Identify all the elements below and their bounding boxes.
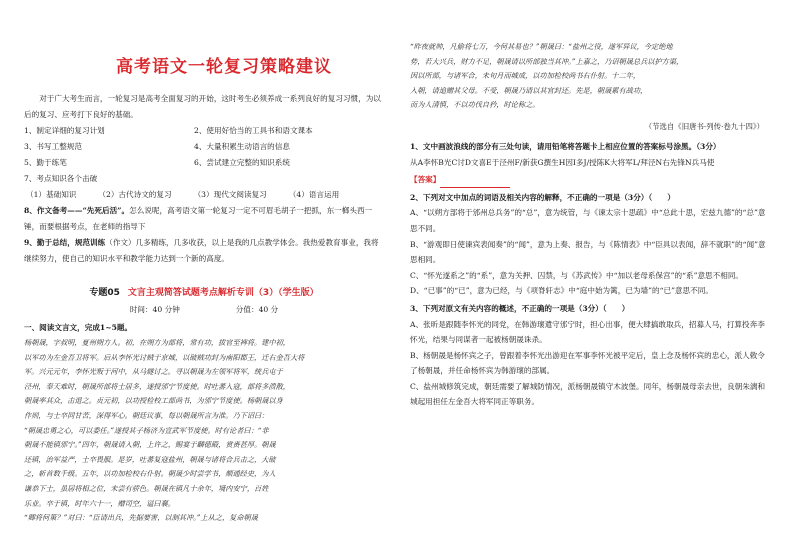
passage-line: 势，若大兴兵，财力不足，朝晟请以所部独当其冲。”上嘉之，乃诏朝晟总兵以护方渠， [410, 56, 684, 66]
tip-8-label: 8、作文备考——“先死后活”。 [24, 206, 130, 215]
question-3-option-b: B、杨朝晟是杨怀宾之子，曾跟着李怀光出游迎在军事李怀光被平定后，皇上念及杨怀宾的忠心，派人敕令了杨朝晟，并任命杨怀宾为韩游瓌的部属。 [410, 350, 765, 376]
question-3-option-a: A、张昕是跟随李怀光的同党，在韩游瓌遣守邠宁时，担心出事，便大肆搞敢取兵，招募人马，打算投奔李怀光，结果与同谋者一起被杨朝晟诛杀。 [410, 319, 765, 345]
answer-blank[interactable] [440, 177, 510, 188]
question-2-option-b: B、“游观即日使谏宾表闻奏”的“闻”，意为上奏、报告，与《陈情表》中“臣具以表闻，辞不就职”的“闻”意思相同。 [410, 239, 766, 265]
tip-8 [24, 203, 384, 235]
answer-label: 【答案】 [410, 175, 441, 185]
tip-1: 1、制定详细的复习计划 [24, 126, 105, 135]
passage-line: 乐业。卒于镇，时年六十一，赠司空，谥曰襄。 [24, 498, 175, 508]
passage-line: 还镇，治军益严，士卒畏服。是岁，吐蕃复寇盐州，朝晟与诸将合兵击之，大破 [24, 454, 276, 464]
passage-line: 作则，与士卒同甘苦，深得军心。朝廷议事，每以朝晟所言为准。乃下诏曰： [24, 410, 269, 420]
right-column [410, 0, 770, 410]
tip-7: 7、考点知识各个击破 [24, 174, 98, 183]
section-label: 专题05 [89, 288, 120, 298]
passage-line: 入朝，请追赠其父母。不受，朝晟乃请以其官封还。先是，朝晟累有战功， [410, 85, 648, 95]
area-3: （3）现代文阅读复习 [193, 190, 267, 199]
passage-line: 泾州，奉天难时，朝晟所部将士居多，遂授邠宁节度使。时吐蕃入寇，部将多溃散， [24, 381, 290, 391]
passage-line: 之，斩首数千级。五年，以功加检校右仆射。朝晟少时尝学书，颇通经史，为人 [24, 469, 276, 479]
tip-6: 6、尝试建立完整的知识系统 [194, 158, 290, 167]
passage-left [24, 336, 384, 526]
passage-line: 朝晟不能镇邠宁。”四年，朝晟请入朝，上许之，赐宴于麟德殿，赏赉甚厚。朝晟 [24, 440, 276, 450]
passage-line: 以军功为左金吾卫将军。后从李怀光讨贼于京城，以破贼功封为南阳郡王，迁右金吾大将 [24, 352, 305, 362]
review-areas [24, 187, 384, 203]
question-3: 3、下列对原文有关内容的概述，不正确的一项是（3分）（ ） [410, 303, 630, 313]
question-2: 2、下列对文中加点的词语及相关内容的解释，不正确的一项是（3分）（ ） [410, 192, 675, 202]
question-2-option-c: C、“怀光遂系之”的“系”，意为关押、囚禁，与《苏武传》中“加以老母系保宫”的“系”意思不相同。 [410, 270, 744, 280]
question-3-option-c: C、盐州城修筑完成，朝廷需要了解城防情况，派杨朝晟镇守木波堡。同年，杨朝晟母亲去世，良朝朱漓和城起用担任左金吾大将军同正等职务。 [410, 381, 766, 407]
question-1: 1、文中画波浪线的部分有三处句读，请用铅笔将答题卡上相应位置的答案标号涂黑。（3分） [410, 141, 721, 151]
document-title: 高考语文一轮复习策略建议 [116, 57, 332, 77]
passage-line: 因以所部，与诸军合，未旬月而城成，以功加检校尚书右仆射。十二年， [410, 71, 641, 81]
tip-3: 3、书写工整规范 [24, 142, 82, 151]
area-2: （2）古代诗文的复习 [98, 190, 172, 199]
area-1: （1）基础知识 [26, 190, 77, 199]
tip-8-text: 怎么说呢，高考语文第一轮复习一定不可眉毛胡子一把抓，东一榔头西一锤，而要根据考点，在老师的指导下 [24, 206, 373, 231]
passage-line: 杨朝晟，字叔明，夏州朔方人。初，在朔方为部将，常有功，拔官至裨将。建中初， [24, 338, 290, 347]
tip-2: 2、使用好恰当的工具书和语文课本 [194, 126, 313, 135]
question-2-option-d: D、“已事”的“已”，意为已经，与《项脊轩志》中“庭中始为篱，已为墙”的“已”意思不同。 [410, 286, 713, 296]
tip-9-text: （作文）几多精练，几多收获，以上是我的几点教学体会。我热爱教育事业，我将继续努力，使自己的知识水平和教学能力达到一个新的高度。 [24, 238, 379, 263]
tip-4: 4、大量积累生动语言的信息 [194, 142, 290, 151]
area-4: （4）语言运用 [288, 190, 340, 199]
tip-9 [24, 235, 384, 267]
question-1-options: 从A李怀B光C讨D文喜E于泾州F/新获G撰生H因I多J/授陈K大将军L/拜泾N右先锋N兵马使 [410, 157, 715, 167]
passage-line: “昨夜就帅，凡偷将七万，今何其易也？”朝晟曰：“盐州之役，遂军异议，今定绝地 [410, 42, 673, 51]
passage-line: 军。兴元元年，李怀光叛于河中，从马燧讨之。寻以朝晟为左领军将军，统兵屯于 [24, 367, 283, 377]
tip-5: 5、勤于练笔 [24, 158, 67, 167]
passage-line: 朝晟率其众，击退之。贞元初，以功授检校工部尚书，为邠宁节度使。杨朝晟以身 [24, 396, 283, 406]
section-title: 文言主观简答试题考点解析专训（3）（学生版） [127, 288, 319, 298]
left-column [24, 0, 384, 526]
passage-right [410, 40, 770, 113]
time-limit: 时间：40 分钟 [129, 305, 180, 314]
score-total: 分值：40 分 [235, 305, 279, 314]
section-heading [24, 285, 384, 298]
passage-line: “朝晟忠勇之心，可以委任。”遂授其子杨济为宣武军节度使。时有论者曰：“非 [24, 425, 269, 435]
question-2-option-a: A、“以朔方部将于邠州总兵务”的“总”，意为统管，与《谏太宗十思疏》中“总此十思，宏兹九德”的“总”意思不同。 [410, 208, 766, 233]
passage-source: （节选自《旧唐书·列传·卷九十四》） [644, 121, 764, 131]
tip-9-label: 9、勤于总结，规范训练 [24, 238, 106, 247]
section-instruction: 一、阅读文言文，完成1~5题。 [24, 323, 133, 332]
tips-grid [24, 123, 384, 171]
passage-line: 谦恭下士，虽居将相之位，未尝有骄色。朝晟在镇凡十余年，境内安宁，百姓 [24, 483, 269, 493]
passage-line: “卿将何策？”对曰：“臣请出兵，先据要害，以制其冲。”上从之，复命朝晟 [24, 513, 258, 523]
exam-meta [24, 304, 384, 316]
intro-paragraph: 对于广大考生而言，一轮复习是高考全面复习的开始，这时考生必须养成一系列良好的复习习惯，为以后的复习、应考打下良好的基础。 [24, 94, 381, 119]
answer-row [410, 172, 770, 188]
passage-line: 而为人清慎，不以功伐自矜，时论称之。 [410, 100, 540, 110]
